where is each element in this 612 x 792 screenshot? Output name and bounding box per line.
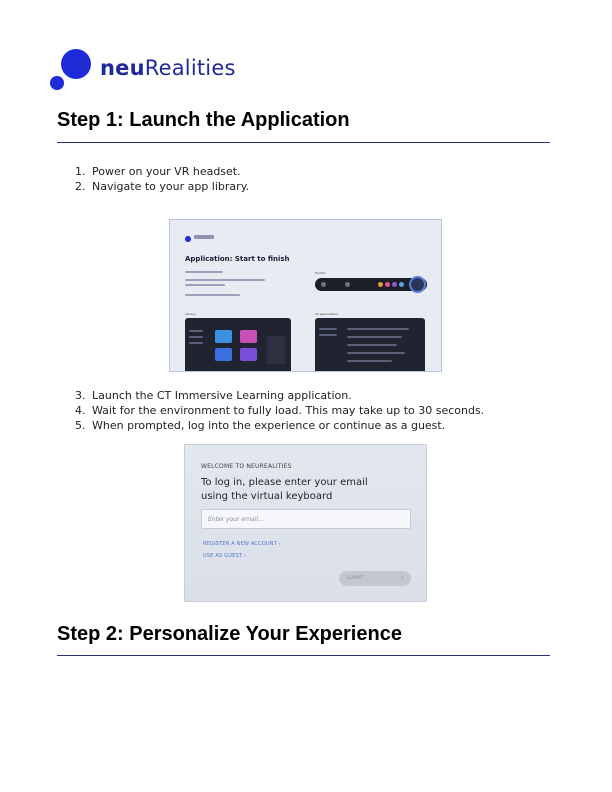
toolbar-icon bbox=[392, 282, 397, 287]
submit-button: SUBMIT › bbox=[339, 571, 411, 586]
screenshot-logo-icon bbox=[185, 236, 191, 242]
all-apps-label: All applications bbox=[315, 312, 338, 316]
library-panel bbox=[185, 318, 291, 372]
app-tile bbox=[215, 330, 232, 343]
logo-dot-small bbox=[50, 76, 64, 90]
screenshot-title: Application: Start to finish bbox=[185, 255, 290, 263]
panel-text-line bbox=[347, 360, 392, 362]
step1-divider bbox=[57, 142, 550, 143]
panel-text-line bbox=[347, 352, 405, 354]
logo-dot-large bbox=[61, 49, 91, 79]
screenshot-logo-text bbox=[194, 235, 214, 239]
panel-text-line bbox=[319, 328, 337, 330]
toolbar-label: Toolbar bbox=[315, 271, 326, 275]
toolbar-icon bbox=[378, 282, 383, 287]
list-item: 5. When prompted, log into the experience or continue as a guest. bbox=[75, 419, 446, 432]
step2-divider bbox=[57, 655, 550, 656]
panel-text-line bbox=[189, 330, 203, 332]
email-field: Enter your email... bbox=[201, 509, 411, 529]
step1-list-b bbox=[75, 388, 484, 433]
panel-text-line bbox=[189, 336, 203, 338]
context-menu bbox=[267, 336, 285, 364]
panel-text-line bbox=[189, 342, 203, 344]
toolbar-icon bbox=[321, 282, 326, 287]
app-library-screenshot bbox=[169, 219, 442, 372]
guest-link: USE AS GUEST › bbox=[203, 553, 247, 559]
toolbar-icon bbox=[345, 282, 350, 287]
brand-logo bbox=[47, 48, 247, 94]
chevron-right-icon: › bbox=[243, 553, 247, 559]
panel-text-line bbox=[347, 344, 397, 346]
step2-title: Step 2: Personalize Your Experience bbox=[57, 623, 402, 645]
chevron-right-icon: › bbox=[400, 573, 404, 582]
welcome-kicker: WELCOME TO NEUREALITIES bbox=[201, 463, 292, 470]
toolbar-icon bbox=[399, 282, 404, 287]
login-heading: To log in, please enter your email using the virtual keyboard bbox=[201, 477, 368, 502]
list-item: 4. Wait for the environment to fully load. This may take up to 30 seconds. bbox=[75, 404, 485, 417]
panel-text-line bbox=[347, 328, 409, 330]
screenshot-text-line bbox=[185, 271, 223, 273]
library-label: Library bbox=[185, 312, 196, 316]
app-tile bbox=[215, 348, 232, 361]
all-applications-panel bbox=[315, 318, 425, 372]
brand-wordmark: neuRealities bbox=[100, 56, 236, 80]
panel-text-line bbox=[347, 336, 402, 338]
screenshot-text-line bbox=[185, 294, 240, 296]
toolbar-highlight-ring bbox=[409, 276, 426, 293]
screenshot-text-line bbox=[185, 279, 265, 281]
app-tile bbox=[240, 330, 257, 343]
chevron-right-icon: › bbox=[278, 541, 281, 547]
register-link: REGISTER A NEW ACCOUNT › bbox=[203, 541, 281, 547]
step1-list-a bbox=[75, 164, 249, 194]
step1-title: Step 1: Launch the Application bbox=[57, 109, 350, 131]
list-item: 1. Power on your VR headset. bbox=[75, 165, 241, 178]
toolbar-icon bbox=[385, 282, 390, 287]
list-item: 3. Launch the CT Immersive Learning application. bbox=[75, 389, 352, 402]
list-item: 2. Navigate to your app library. bbox=[75, 180, 250, 193]
app-tile bbox=[240, 348, 257, 361]
login-screenshot bbox=[184, 444, 427, 602]
panel-text-line bbox=[319, 334, 337, 336]
screenshot-text-line bbox=[185, 284, 225, 286]
